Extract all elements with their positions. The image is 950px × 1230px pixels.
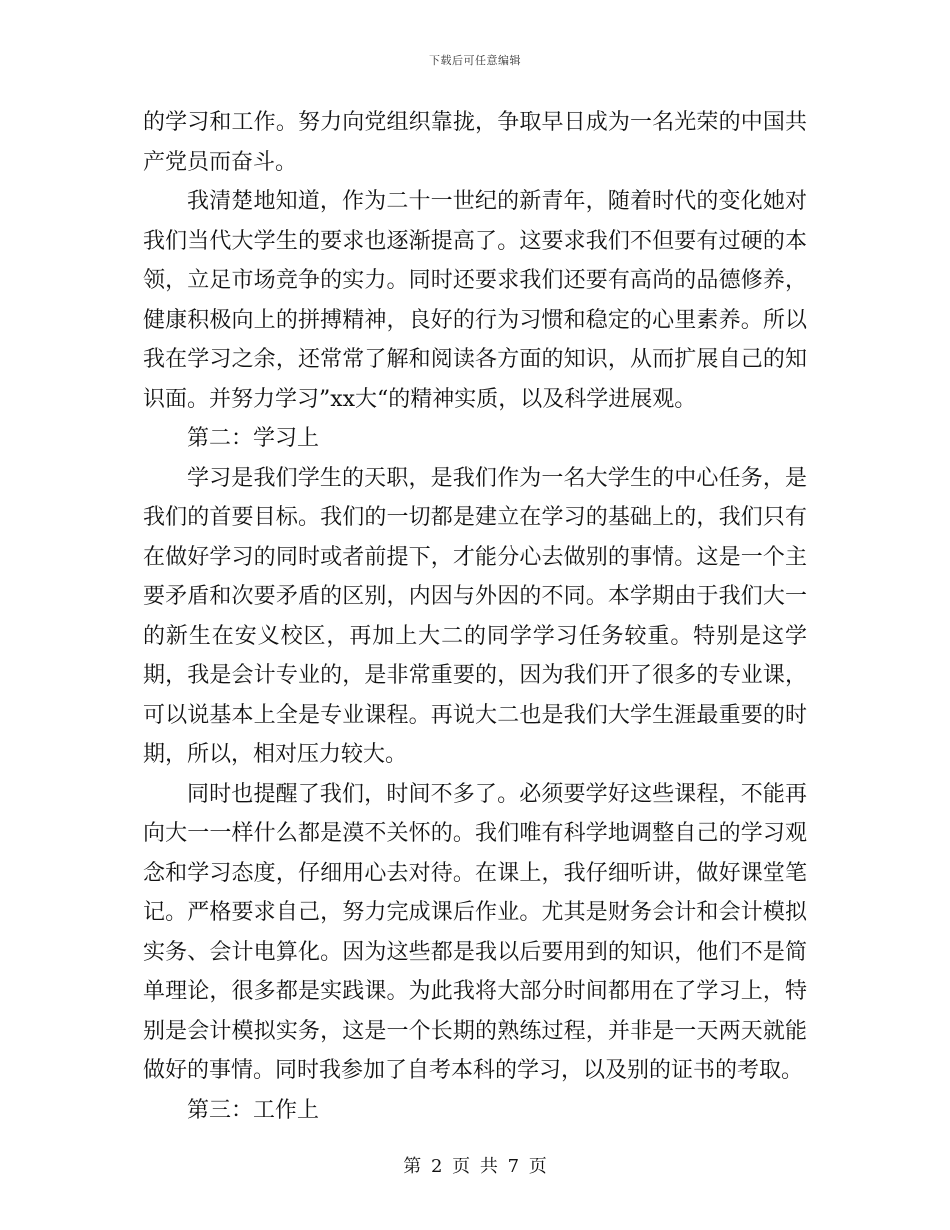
section-heading-study: 第二：学习上 (187, 426, 320, 451)
document-body (143, 103, 807, 1130)
paragraph-study-attitude: 同时也提醒了我们，时间不多了。必须要学好这些课程，不能再向大一一样什么都是漠不关怀的。我们唯有科学地调整自己的学习观念和学习态度，仔细用心去对待。在课上，我仔细听讲，做好课堂笔记。严格要求自己，努力完成课后作业。尤其是财务会计和会计模拟实务、会计电算化。因为这些都是我以后要用到的知识，他们不是简单理论，很多都是实践课。为此我将大部分时间都用在了学习上，特别是会计模拟实务，这是一个长期的熟练过程，并非是一天两天就能做好的事情。同时我参加了自考本科的学习，以及别的证书的考取。 (143, 781, 807, 1083)
page-header: 下载后可任意编辑 (429, 54, 521, 67)
paragraph-party-goal: 的学习和工作。努力向党组织靠拢，争取早日成为一名光荣的中国共产党员而奋斗。 (143, 110, 807, 175)
page-number-footer: 第 2 页 共 7 页 (403, 1156, 547, 1177)
paragraph-study-duty: 学习是我们学生的天职，是我们作为一名大学生的中心任务，是我们的首要目标。我们的一切都是建立在学习的基础上的，我们只有在做好学习的同时或者前提下，才能分心去做别的事情。这是一个主要矛盾和次要矛盾的区别，内因与外因的不同。本学期由于我们大一的新生在安义校区，再加上大二的同学学习任务较重。特别是这学期，我是会计专业的，是非常重要的，因为我们开了很多的专业课，可以说基本上全是专业课程。再说大二也是我们大学生涯最重要的时期，所以，相对压力较大。 (143, 465, 807, 767)
paragraph-era-requirements: 我清楚地知道，作为二十一世纪的新青年，随着时代的变化她对我们当代大学生的要求也逐渐提高了。这要求我们不但要有过硬的本领，立足市场竞争的实力。同时还要求我们还要有高尚的品德修养，健康积极向上的拼搏精神，良好的行为习惯和稳定的心里素养。所以我在学习之余，还常常了解和阅读各方面的知识，从而扩展自己的知识面。并努力学习”xx大“的精神实质，以及科学进展观。 (143, 189, 807, 412)
section-heading-work: 第三：工作上 (187, 1097, 320, 1123)
